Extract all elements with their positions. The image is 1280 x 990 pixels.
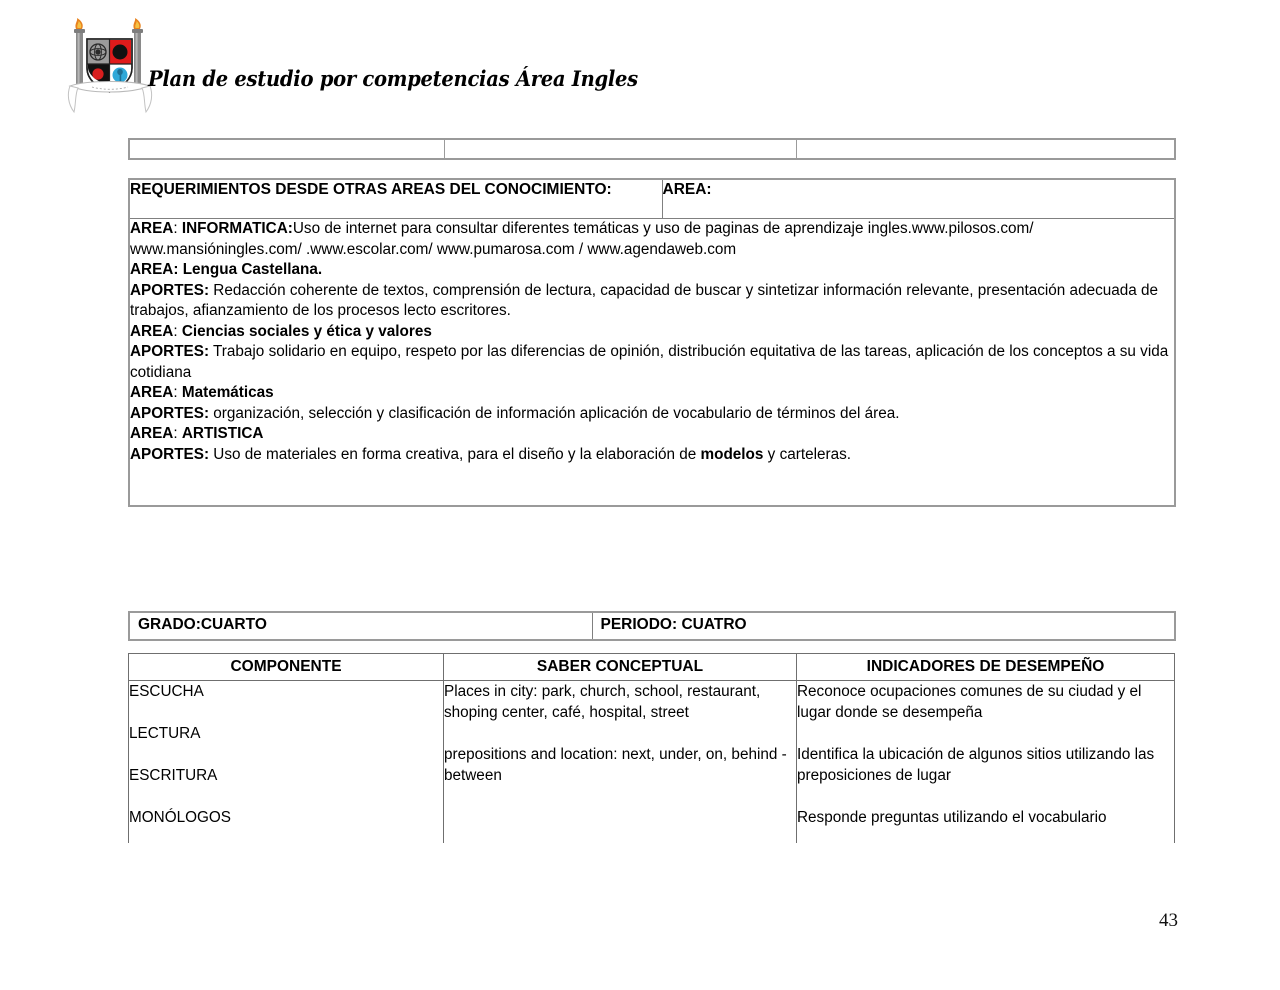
spacer — [444, 723, 796, 744]
requerimientos-line — [130, 424, 1174, 445]
text-segment: Uso de materiales en forma creativa, para el diseño y la elaboración de — [209, 445, 701, 463]
text-segment: Uso de internet para consultar diferentes temáticas y uso de paginas de aprendizaje ingles.www.pilosos.com/ www.mansióningles.com/ .www.escolar.com/ www.pumarosa.com / www.agendaweb.com — [130, 220, 1034, 258]
text-segment: ARTISTICA — [181, 425, 264, 442]
text-segment: APORTES: — [130, 445, 210, 463]
letterhead — [62, 16, 762, 121]
top-empty-table — [128, 138, 1176, 160]
text-segment: y carteleras. — [763, 445, 851, 463]
spacer — [797, 723, 1174, 744]
text-segment: Trabajo solidario en equipo, respeto por las diferencias de opinión, distribución equitativa de las tareas, aplicación de los conceptos a su vida cotidiana — [130, 343, 1169, 381]
table-row — [129, 612, 1175, 640]
indicadores-list — [797, 681, 1174, 828]
componente-cell[interactable] — [129, 681, 444, 844]
table-header-row — [129, 654, 1175, 681]
componente-item: ESCRITURA — [129, 767, 218, 784]
indicador-item: Responde preguntas utilizando el vocabulario — [797, 809, 1107, 826]
text-segment: : — [173, 322, 182, 340]
text-segment: Ciencias sociales y ética y valores — [181, 322, 432, 340]
column-header-componente: COMPONENTE — [129, 654, 444, 681]
spacer — [129, 744, 443, 765]
text-segment: APORTES: — [130, 404, 210, 422]
text-segment: Redacción coherente de textos, comprensión de lectura, capacidad de buscar y sintetizar información relevante, presentación adecuada de trabajos, afianzamiento de los procesos lecto escritores. — [130, 281, 1159, 319]
spacer — [129, 702, 443, 723]
requerimientos-line — [130, 219, 1174, 260]
indicador-item: Reconoce ocupaciones comunes de su ciudad y el lugar donde se desempeña — [797, 683, 1142, 721]
indicador-item: Identifica la ubicación de algunos sitios utilizando las preposiciones de lugar — [797, 746, 1155, 784]
top-empty-cell-1[interactable] — [129, 139, 444, 159]
column-header-indicadores: INDICADORES DE DESEMPEÑO — [797, 654, 1175, 681]
text-segment: AREA — [130, 384, 174, 401]
requerimientos-line — [130, 342, 1174, 383]
indicadores-cell[interactable] — [797, 681, 1175, 844]
table-row — [129, 681, 1175, 844]
componente-item: LECTURA — [129, 725, 201, 742]
top-empty-cell-2[interactable] — [444, 139, 796, 159]
componente-item: MONÓLOGOS — [129, 809, 231, 826]
requerimientos-table — [128, 178, 1176, 507]
requerimientos-line — [130, 383, 1174, 404]
requerimientos-line — [130, 404, 1174, 425]
text-segment: APORTES: — [130, 343, 210, 360]
text-segment: APORTES: — [130, 281, 210, 299]
componente-list — [129, 681, 443, 828]
spacer — [129, 786, 443, 807]
requerimientos-text-block — [130, 219, 1174, 465]
text-segment: : — [173, 425, 182, 442]
componentes-table-clip — [128, 653, 1178, 843]
spacer — [797, 786, 1174, 807]
text-segment: : — [173, 220, 182, 237]
requerimientos-line — [130, 281, 1174, 322]
saber-conceptual-list — [444, 681, 796, 786]
componente-item: ESCUCHA — [129, 683, 204, 700]
table-row-body — [129, 219, 1175, 507]
requerimientos-line — [130, 445, 1174, 466]
table-row-header — [129, 179, 1175, 219]
text-segment: AREA — [130, 220, 174, 237]
grado-periodo-table — [128, 611, 1176, 641]
page-title: Plan de estudio por competencias Área Ingles — [148, 66, 638, 91]
area-header-label: AREA: — [662, 179, 1175, 219]
column-header-saber-conceptual: SABER CONCEPTUAL — [444, 654, 797, 681]
saber-conceptual-item: Places in city: park, church, school, restaurant, shoping center, café, hospital, street — [444, 683, 761, 721]
requerimientos-line — [130, 322, 1174, 343]
page-number: 43 — [1159, 910, 1178, 931]
text-segment: INFORMATICA: — [181, 220, 293, 237]
school-crest-logo — [62, 16, 158, 116]
requerimientos-body-cell[interactable] — [129, 219, 1175, 507]
text-segment: AREA: Lengua Castellana. — [130, 261, 323, 278]
text-segment: : — [173, 384, 182, 401]
componentes-table — [128, 653, 1175, 843]
periodo-value: PERIODO: CUATRO — [592, 612, 1175, 640]
requerimientos-header-label: REQUERIMIENTOS DESDE OTRAS AREAS DEL CONOCIMIENTO: — [129, 179, 662, 219]
grado-value: GRADO:CUARTO — [129, 612, 592, 640]
text-segment: organización, selección y clasificación de información aplicación de vocabulario de términos del área. — [209, 404, 900, 422]
table-row — [129, 139, 1175, 159]
saber-conceptual-item: prepositions and location: next, under, on, behind - between — [444, 746, 787, 784]
top-empty-cell-3[interactable] — [796, 139, 1175, 159]
text-segment: modelos — [700, 445, 764, 463]
requerimientos-line — [130, 260, 1174, 281]
text-segment: AREA — [130, 425, 174, 442]
text-segment: Matemáticas — [181, 384, 274, 401]
text-segment: AREA — [130, 322, 174, 340]
saber-conceptual-cell[interactable] — [444, 681, 797, 844]
